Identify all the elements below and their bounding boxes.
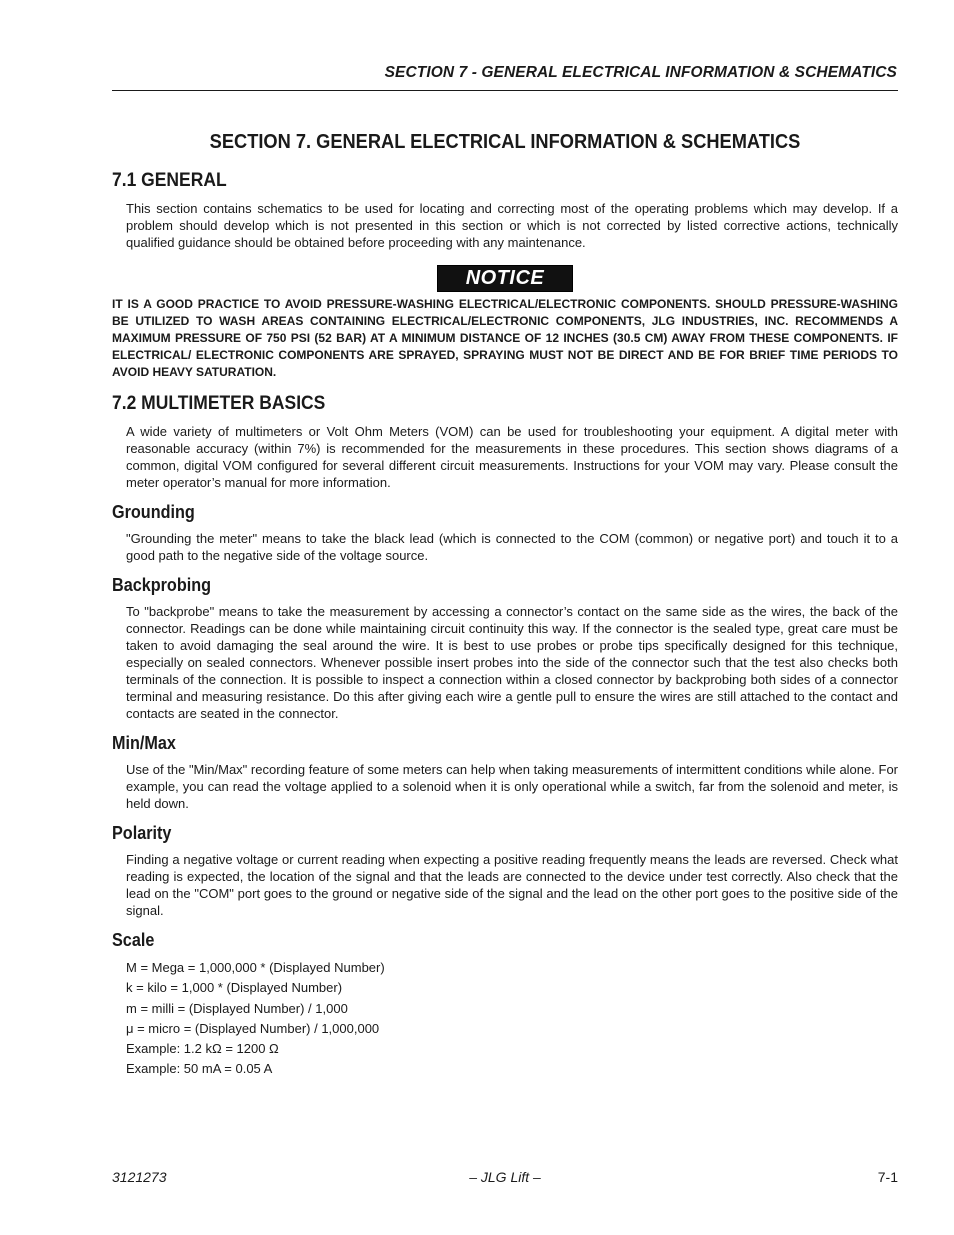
heading-multimeter-basics: 7.2 MULTIMETER BASICS bbox=[112, 393, 326, 414]
footer-doc-number: 3121273 bbox=[112, 1169, 167, 1185]
multimeter-text: A wide variety of multimeters or Volt Ohm Meters (VOM) can be used for troubleshooting your equipment. A digital meter with reasonable accuracy (within 7%) is recommended for the measurements in these procedures. This section shows diagrams of a common, digital VOM configured for several different circuit measurements. Instructions for your VOM may vary. Please consult the meter operator’s manual for more information. bbox=[126, 424, 898, 490]
scale-line: Example: 1.2 kΩ = 1200 Ω bbox=[126, 1041, 279, 1057]
page-content bbox=[112, 130, 898, 1080]
scale-line: M = Mega = 1,000,000 * (Displayed Number) bbox=[126, 960, 385, 975]
notice-box bbox=[112, 265, 898, 292]
notice-text: IT IS A GOOD PRACTICE TO AVOID PRESSURE-WASHING ELECTRICAL/ELECTRONIC COMPONENTS. SHOULD PRESSURE-WASHING BE UTILIZED TO WASH AREAS CONTAINING ELECTRICAL/ELECTRONIC COMPONENTS, JLG INDUSTRIES, INC. RECOMMENDS A MAXIMUM PRESSURE OF 750 PSI (52 BAR) AT A MINIMUM DISTANCE OF 12 INCHES (30.5 CM) AWAY FROM THESE COMPONENTS. IF ELECTRICAL/ ELECTRONIC COMPONENTS ARE SPRAYED, SPRAYING MUST NOT BE DIRECT AND BE FOR BRIEF TIME PERIODS TO AVOID HEAVY SATURATION. bbox=[112, 297, 898, 379]
general-text: This section contains schematics to be used for locating and correcting most of the operating problems which may develop. If a problem should develop which is not presented in this section or which is not corrected by listed corrective actions, technically qualified guidance should be obtained before proceeding with any maintenance. bbox=[126, 201, 898, 250]
heading-backprobing: Backprobing bbox=[112, 575, 212, 595]
heading-polarity: Polarity bbox=[112, 823, 172, 843]
polarity-text: Finding a negative voltage or current reading when expecting a positive reading frequently means the leads are reversed. Check what reading is expected, the location of the signal and that the leads are connected to the device under test correctly. Also check that the lead on the "COM" port goes to the ground or negative side of the signal and the lead on the other port goes to the positive side of the signal. bbox=[126, 852, 898, 918]
running-header: SECTION 7 - GENERAL ELECTRICAL INFORMATION & SCHEMATICS bbox=[384, 64, 897, 81]
scale-line: m = milli = (Displayed Number) / 1,000 bbox=[126, 1000, 348, 1016]
footer-page-number: 7-1 bbox=[877, 1169, 898, 1185]
section-title: SECTION 7. GENERAL ELECTRICAL INFORMATION & SCHEMATICS bbox=[209, 130, 801, 153]
scale-line: Example: 50 mA = 0.05 A bbox=[126, 1061, 273, 1077]
header-rule bbox=[112, 90, 898, 91]
minmax-text: Use of the "Min/Max" recording feature of some meters can help when taking measurements of intermittent conditions while alone. For example, you can read the voltage applied to a solenoid when it is only operational while a switch, far from the solenoid and meter, is held down. bbox=[126, 762, 898, 811]
scale-list bbox=[126, 958, 898, 1080]
backprobing-text: To "backprobe" means to take the measurement by accessing a connector’s contact on the same side as the wires, the back of the connector. Readings can be done while maintaining circuit continuity this way. If the connector is the sealed type, great care must be taken to avoid damaging the seal around the wire. It is best to use probes or probe tips specifically designed for this technique, especially on sealed connectors. Whenever possible insert probes into the side of the connector such that the test also checks both terminals of the connection. It is possible to inspect a connection within a closed connector by backprobing both sides of a connector terminal and measuring resistance. Do this after giving each wire a gentle pull to ensure the wires are still attached to the contact and contacts are seated in the connector. bbox=[126, 604, 898, 721]
heading-general: 7.1 GENERAL bbox=[112, 170, 227, 191]
notice-badge: NOTICE bbox=[437, 265, 573, 292]
scale-line: k = kilo = 1,000 * (Displayed Number) bbox=[126, 980, 343, 996]
heading-scale: Scale bbox=[112, 930, 155, 950]
footer-brand: – JLG Lift – bbox=[469, 1169, 541, 1185]
heading-grounding: Grounding bbox=[112, 502, 195, 522]
scale-line: μ = micro = (Displayed Number) / 1,000,000 bbox=[126, 1020, 380, 1036]
heading-minmax: Min/Max bbox=[112, 733, 176, 753]
grounding-text: "Grounding the meter" means to take the black lead (which is connected to the COM (common) or negative port) and touch it to a good path to the negative side of the voltage source. bbox=[126, 531, 898, 563]
